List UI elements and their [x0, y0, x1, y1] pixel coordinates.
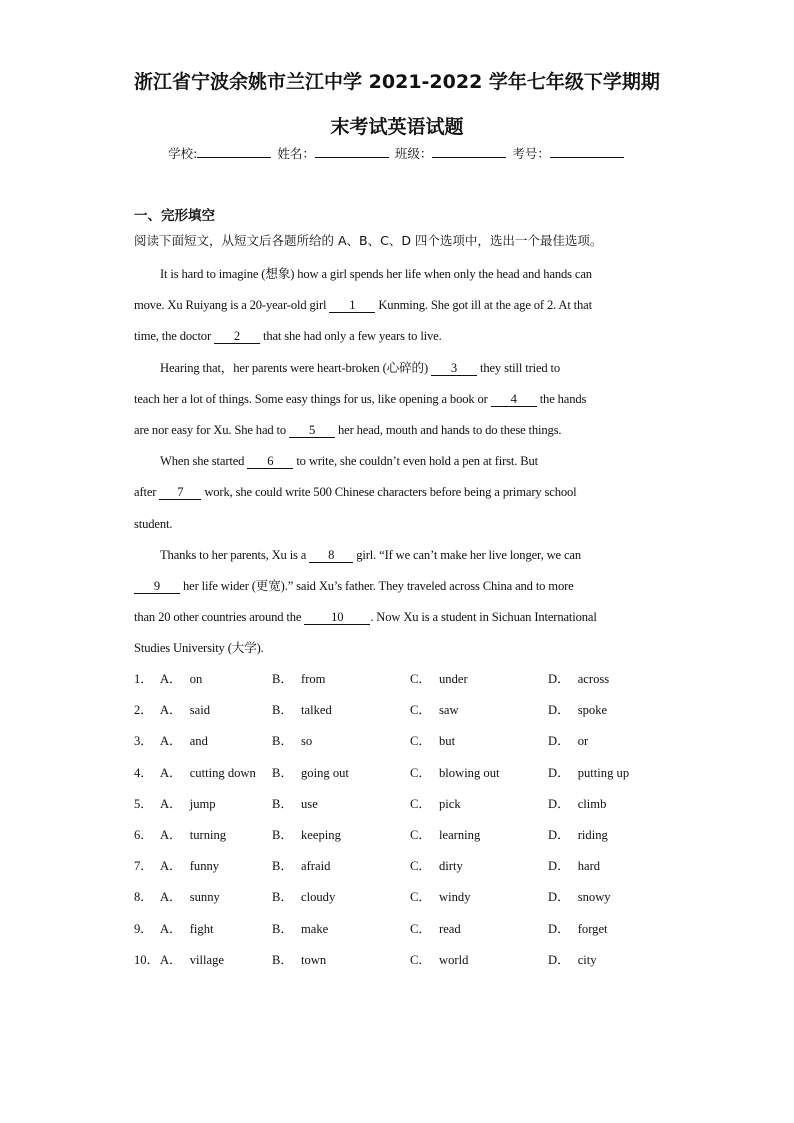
option-text: going out — [301, 765, 349, 780]
passage-text: the hands — [536, 391, 587, 406]
question-row-7 — [134, 856, 694, 887]
option-letter: D． — [548, 921, 570, 936]
cloze-blank-2[interactable]: 2 — [214, 329, 260, 344]
passage-line — [134, 576, 662, 607]
name-field — [277, 145, 391, 163]
option-letter: D． — [548, 765, 570, 780]
cloze-blank-4[interactable]: 4 — [491, 392, 537, 407]
question-row-8 — [134, 887, 694, 918]
passage-line — [134, 482, 662, 513]
question-row-4 — [134, 763, 694, 794]
option-c[interactable] — [410, 887, 470, 907]
option-text: funny — [189, 859, 220, 874]
question-row-1 — [134, 669, 694, 700]
option-c[interactable] — [410, 763, 500, 783]
cloze-passage — [134, 264, 662, 669]
option-letter: A． — [160, 765, 182, 780]
option-b[interactable] — [272, 763, 349, 783]
option-b[interactable] — [272, 700, 332, 720]
option-text: town — [301, 952, 327, 967]
answer-options — [134, 669, 694, 981]
option-b[interactable] — [272, 950, 326, 970]
school-label: 学校: — [168, 146, 198, 161]
option-text: on — [189, 672, 203, 686]
option-text: jump — [189, 796, 216, 811]
option-letter: C． — [410, 890, 431, 905]
option-text: afraid — [301, 859, 331, 874]
option-text: putting up — [577, 765, 630, 780]
cloze-blank-1[interactable]: 1 — [329, 298, 375, 313]
option-text: spoke — [577, 703, 608, 718]
exam-number-blank-line[interactable] — [550, 145, 624, 158]
option-b[interactable] — [272, 794, 318, 814]
question-row-6 — [134, 825, 694, 856]
passage-text: after — [134, 485, 160, 500]
option-d[interactable] — [548, 825, 608, 845]
question-number: 2． — [134, 703, 153, 718]
option-letter: A． — [160, 827, 182, 842]
option-a[interactable] — [160, 763, 256, 783]
question-number: 4． — [134, 765, 153, 780]
option-letter: A． — [160, 952, 182, 967]
option-text: climb — [577, 796, 607, 811]
option-d[interactable] — [548, 700, 607, 720]
option-a[interactable] — [160, 731, 208, 751]
cloze-blank-10[interactable]: 10 — [304, 610, 370, 625]
question-number: 6． — [134, 827, 153, 842]
option-c[interactable] — [410, 950, 468, 970]
passage-text: Thanks to her parents, Xu is a — [160, 547, 310, 562]
option-letter: D． — [548, 952, 570, 967]
option-a[interactable] — [160, 825, 226, 845]
option-a[interactable] — [160, 950, 224, 970]
option-c[interactable] — [410, 856, 463, 876]
question-number: 3． — [134, 734, 153, 749]
question-row-5 — [134, 794, 694, 825]
option-letter: B． — [272, 765, 293, 780]
cloze-blank-7[interactable]: 7 — [159, 485, 201, 500]
cloze-blank-8[interactable]: 8 — [309, 548, 353, 563]
option-d[interactable] — [548, 794, 606, 814]
option-b[interactable] — [272, 919, 328, 939]
option-text: cutting down — [189, 765, 256, 780]
class-blank-line[interactable] — [432, 145, 506, 158]
passage-text: When she started — [160, 454, 248, 469]
passage-text: . Now Xu is a student in Sichuan International — [370, 610, 597, 625]
option-letter: A． — [160, 921, 182, 936]
option-a[interactable] — [160, 856, 219, 876]
option-text: keeping — [301, 827, 341, 842]
option-letter: A． — [160, 734, 182, 749]
option-text: across — [577, 672, 610, 686]
class-field — [395, 145, 509, 163]
option-letter: A． — [160, 703, 182, 718]
option-d[interactable] — [548, 856, 600, 876]
option-text: make — [301, 921, 329, 936]
option-text: saw — [439, 703, 459, 718]
question-row-3 — [134, 731, 694, 762]
option-letter: C． — [410, 796, 431, 811]
option-a[interactable] — [160, 794, 216, 814]
cloze-blank-9[interactable]: 9 — [134, 579, 180, 594]
option-b[interactable] — [272, 825, 341, 845]
passage-text: that she had only a few years to live. — [260, 329, 442, 344]
option-text: learning — [439, 827, 481, 842]
option-c[interactable] — [410, 825, 480, 845]
cloze-blank-6[interactable]: 6 — [247, 454, 293, 469]
option-letter: A． — [160, 890, 182, 905]
option-letter: C． — [410, 734, 431, 749]
passage-text: Studies University (大学). — [134, 641, 264, 656]
option-letter: A． — [160, 796, 182, 811]
option-b[interactable] — [272, 731, 312, 751]
passage-text: Hearing that，her parents were heart-broken (心碎的) — [160, 360, 431, 375]
question-row-2 — [134, 700, 694, 731]
option-b[interactable] — [272, 856, 330, 876]
option-text: dirty — [439, 859, 463, 874]
option-letter: B． — [272, 921, 293, 936]
passage-text: time, the doctor — [134, 329, 214, 344]
section-heading: 一、完形填空 — [134, 208, 215, 224]
passage-line — [134, 264, 662, 295]
option-c[interactable] — [410, 794, 461, 814]
option-letter: C． — [410, 672, 431, 686]
option-d[interactable] — [548, 919, 608, 939]
exam-title-line-2: 末考试英语试题 — [330, 116, 464, 138]
option-c[interactable] — [410, 731, 455, 751]
passage-text: teach her a lot of things. Some easy things for us, like opening a book or — [134, 391, 491, 406]
passage-line — [134, 420, 662, 451]
option-c[interactable] — [410, 669, 468, 689]
option-text: forget — [577, 921, 608, 936]
option-letter: D． — [548, 859, 570, 874]
passage-text: are nor easy for Xu. She had to — [134, 422, 290, 437]
option-letter: C． — [410, 952, 431, 967]
passage-text: her life wider (更宽).” said Xu’s father. They traveled across China and to more — [180, 578, 574, 593]
passage-text: It is hard to imagine (想象) how a girl spends her life when only the head and hands can — [160, 267, 592, 281]
question-number: 5． — [134, 796, 153, 811]
option-c[interactable] — [410, 919, 461, 939]
passage-text: student. — [134, 516, 173, 531]
option-text: pick — [439, 796, 461, 811]
option-text: cloudy — [301, 890, 336, 905]
option-text: snowy — [577, 890, 611, 905]
option-letter: B． — [272, 796, 293, 811]
student-info-row — [0, 145, 794, 163]
option-text: use — [301, 796, 318, 811]
option-text: riding — [577, 827, 608, 842]
passage-text: move. Xu Ruiyang is a 20-year-old girl — [134, 298, 330, 313]
name-label: 姓名： — [277, 146, 315, 161]
option-a[interactable] — [160, 669, 202, 689]
option-letter: C． — [410, 765, 431, 780]
passage-text: they still tried to — [477, 360, 561, 375]
question-number: 10． — [134, 952, 160, 967]
option-letter: C． — [410, 827, 431, 842]
option-text: blowing out — [439, 765, 500, 780]
passage-text: Kunming. She got ill at the age of 2. At that — [375, 298, 592, 313]
option-letter: B． — [272, 859, 293, 874]
option-letter: B． — [272, 890, 293, 905]
passage-text: than 20 other countries around the — [134, 610, 305, 625]
option-a[interactable] — [160, 700, 210, 720]
passage-line — [134, 451, 662, 482]
option-c[interactable] — [410, 700, 459, 720]
option-text: said — [189, 703, 210, 718]
option-a[interactable] — [160, 919, 214, 939]
class-label: 班级： — [394, 146, 433, 161]
question-number: 9． — [134, 921, 153, 936]
passage-text: to write, she couldn’t even hold a pen at first. But — [293, 454, 539, 469]
passage-line — [134, 295, 662, 326]
section-instruction: 阅读下面短文，从短文后各题所给的 A、B、C、D 四个选项中，选出一个最佳选项。 — [134, 233, 603, 248]
exam-number-label: 考号： — [512, 146, 550, 161]
option-text: or — [577, 734, 589, 749]
option-text: hard — [577, 859, 601, 874]
option-d[interactable] — [548, 731, 588, 751]
option-letter: D． — [548, 890, 570, 905]
option-letter: A． — [160, 672, 182, 686]
option-letter: B． — [272, 672, 293, 686]
option-letter: C． — [410, 921, 431, 936]
passage-line — [134, 326, 662, 357]
option-letter: D． — [548, 703, 570, 718]
question-row-10 — [134, 950, 694, 981]
option-d[interactable] — [548, 950, 597, 970]
exam-number-field — [512, 145, 626, 163]
passage-text: girl. “If we can’t make her live longer, we can — [353, 547, 581, 562]
option-d[interactable] — [548, 887, 611, 907]
passage-line — [134, 358, 662, 389]
option-text: windy — [439, 890, 471, 905]
option-letter: D． — [548, 734, 570, 749]
option-letter: A． — [160, 859, 182, 874]
cloze-blank-3[interactable]: 3 — [431, 361, 477, 376]
option-letter: C． — [410, 703, 431, 718]
passage-text: work, she could write 500 Chinese characters before being a primary school — [201, 485, 577, 500]
passage-line — [134, 545, 662, 576]
option-letter: B． — [272, 703, 293, 718]
option-text: from — [301, 672, 326, 686]
school-field — [168, 145, 273, 163]
option-text: world — [439, 952, 469, 967]
option-text: fight — [189, 921, 214, 936]
exam-title-line-1: 浙江省宁波余姚市兰江中学 2021-2022 学年七年级下学期期 — [134, 71, 660, 93]
option-d[interactable] — [548, 669, 609, 689]
question-row-9 — [134, 919, 694, 950]
option-letter: D． — [548, 672, 570, 686]
option-text: read — [439, 921, 461, 936]
option-letter: C． — [410, 859, 431, 874]
option-b[interactable] — [272, 669, 325, 689]
option-b[interactable] — [272, 887, 335, 907]
option-letter: D． — [548, 796, 570, 811]
question-number: 7． — [134, 859, 153, 874]
option-a[interactable] — [160, 887, 220, 907]
option-letter: B． — [272, 734, 293, 749]
name-blank-line[interactable] — [315, 145, 389, 158]
option-text: city — [577, 952, 597, 967]
option-text: so — [301, 734, 313, 749]
option-text: talked — [301, 703, 332, 718]
cloze-blank-5[interactable]: 5 — [289, 423, 335, 438]
school-blank-line[interactable] — [197, 145, 271, 158]
option-text: and — [189, 734, 208, 749]
option-text: sunny — [189, 890, 220, 905]
option-letter: B． — [272, 952, 293, 967]
passage-line — [134, 389, 662, 420]
option-text: but — [439, 734, 456, 749]
question-number: 1． — [134, 672, 153, 686]
option-text: turning — [189, 827, 227, 842]
option-letter: D． — [548, 827, 570, 842]
option-text: under — [439, 672, 468, 686]
question-number: 8． — [134, 890, 153, 905]
option-letter: B． — [272, 827, 293, 842]
option-d[interactable] — [548, 763, 629, 783]
passage-line — [134, 607, 662, 638]
option-text: village — [189, 952, 224, 967]
passage-line — [134, 638, 662, 669]
passage-text: her head, mouth and hands to do these things. — [335, 422, 562, 437]
passage-line — [134, 514, 662, 545]
